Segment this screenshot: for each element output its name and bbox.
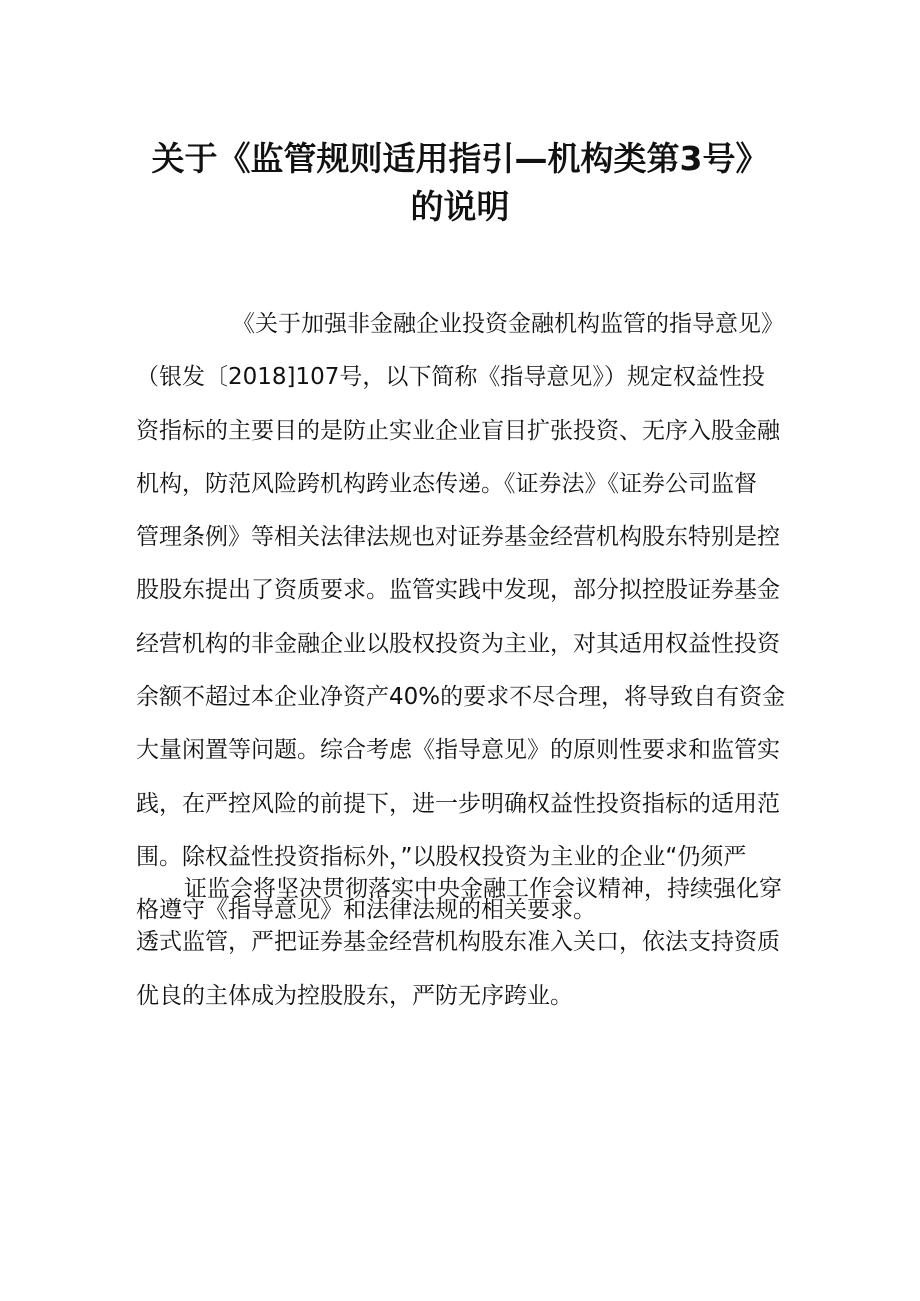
paragraph-line: 《关于加强非金融企业投资金融机构监管的指导意见》 — [232, 311, 784, 337]
paragraph-line: 格遵守《指导意见》和法律法规的相关要求。 — [136, 897, 596, 924]
paragraph-line: 管理条例》等相关法律法规也对证券基金经营机构股东特别是控 — [136, 524, 780, 551]
paragraph-line: 证监会将坚决贯彻落实中央金融工作会议精神，持续强化穿 — [184, 876, 782, 902]
paragraph-line: 机构，防范风险跨机构跨业态传递。《证券法》《证券公司监督 — [136, 470, 757, 497]
paragraph-1 — [136, 298, 796, 938]
paragraph-line: 围。除权益性投资指标外，”以股权投资为主业的企业“仍须严 — [136, 843, 747, 870]
paragraph-line: （银发〔2018]107号，以下简称《指导意见》）规定权益性投 — [136, 364, 765, 391]
paragraph-line: 践，在严控风险的前提下，进一步明确权益性投资指标的适用范 — [136, 790, 780, 817]
paragraph-line: 资指标的主要目的是防止实业企业盲目扩张投资、无序入股金融 — [136, 417, 780, 444]
paragraph-line: 透式监管，严把证券基金经营机构股东准入关口，依法支持资质 — [136, 929, 780, 956]
paragraph-line: 余额不超过本企业净资产40%的要求不尽合理，将导致自有资金 — [136, 684, 786, 711]
document-title-line-2: 的说明 — [410, 187, 510, 226]
paragraph-line: 大量闲置等问题。综合考虑《指导意见》的原则性要求和监管实 — [136, 737, 780, 764]
paragraph-line: 优良的主体成为控股股东，严防无序跨业。 — [136, 982, 573, 1009]
paragraph-2 — [136, 863, 796, 1023]
document-title-line-1: 关于《监管规则适用指引—机构类第3号》 — [151, 139, 769, 178]
paragraph-line: 股股东提出了资质要求。监管实践中发现，部分拟控股证券基金 — [136, 577, 780, 604]
paragraph-line: 经营机构的非金融企业以股权投资为主业，对其适用权益性投资 — [136, 630, 780, 657]
